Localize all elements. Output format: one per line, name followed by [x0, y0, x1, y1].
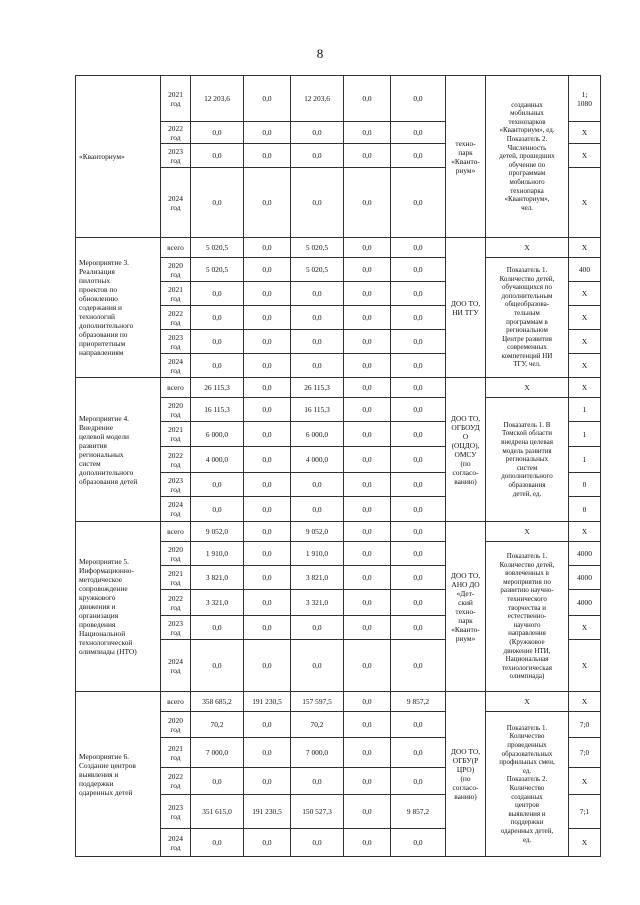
- amount-regional: 6 000,0: [291, 422, 344, 447]
- amount-local: 0,0: [344, 768, 391, 795]
- indicator-value: Х: [569, 692, 601, 712]
- amount-federal: 0,0: [244, 144, 291, 168]
- amount-local: 0,0: [344, 144, 391, 168]
- indicator-value: 1: [569, 447, 601, 473]
- amount-local: 0,0: [344, 168, 391, 238]
- indicator-value: Х: [569, 144, 601, 168]
- amount-total: 0,0: [191, 473, 244, 497]
- amount-federal: 0,0: [244, 398, 291, 422]
- amount-federal: 0,0: [244, 829, 291, 857]
- amount-local: 0,0: [344, 829, 391, 857]
- year-cell: 2023 год: [161, 330, 191, 354]
- amount-extra: 0,0: [391, 829, 446, 857]
- amount-local: 0,0: [344, 473, 391, 497]
- amount-extra: 0,0: [391, 422, 446, 447]
- amount-total: 0,0: [191, 330, 244, 354]
- indicator-cell: созданных мобильных технопарков «Кванториум», ед. Показатель 2. Численность детей, прошедших обучение по программам мобильного технопарка «Кванториум», чел.: [486, 76, 569, 238]
- indicator-value: 1: [569, 398, 601, 422]
- amount-federal: 0,0: [244, 354, 291, 378]
- indicator-cell: Показатель 1. Количество детей, обучающихся по дополнительным общеобразова- тельным программам в региональном Центре развития современных компетенций НИ ТГУ, чел.: [486, 258, 569, 378]
- amount-regional: 5 020,5: [291, 258, 344, 282]
- amount-total: 4 000,0: [191, 447, 244, 473]
- amount-extra: 0,0: [391, 447, 446, 473]
- executor-cell: ДОО ТО, ОГБУ(Р ЦРО) (по согласо- ванию): [446, 692, 486, 857]
- amount-total: 0,0: [191, 306, 244, 330]
- amount-federal: 0,0: [244, 738, 291, 768]
- year-cell: 2023 год: [161, 473, 191, 497]
- indicator-cell: Показатель 1. Количество проведенных образовательных профильных смен, ед. Показатель 2. Количество созданных центров выявления и поддержки одаренных детей, ед.: [486, 712, 569, 857]
- amount-regional: 0,0: [291, 122, 344, 144]
- indicator-value: 4000: [569, 542, 601, 566]
- indicator-value: Х: [569, 354, 601, 378]
- indicator-value: Х: [569, 522, 601, 542]
- amount-extra: 0,0: [391, 306, 446, 330]
- indicator-value: Х: [569, 330, 601, 354]
- amount-regional: 157 597,5: [291, 692, 344, 712]
- amount-local: 0,0: [344, 238, 391, 258]
- amount-total: 16 115,3: [191, 398, 244, 422]
- amount-federal: 191 230,5: [244, 692, 291, 712]
- indicator-cell: Х: [486, 692, 569, 712]
- table-row: [76, 238, 601, 258]
- amount-regional: 3 821,0: [291, 566, 344, 590]
- amount-regional: 150 527,3: [291, 795, 344, 829]
- year-cell: 2022 год: [161, 306, 191, 330]
- amount-local: 0,0: [344, 497, 391, 522]
- year-cell: 2021 год: [161, 282, 191, 306]
- amount-total: 0,0: [191, 829, 244, 857]
- amount-local: 0,0: [344, 692, 391, 712]
- amount-local: 0,0: [344, 122, 391, 144]
- year-cell: 2024 год: [161, 497, 191, 522]
- amount-extra: 0,0: [391, 354, 446, 378]
- amount-total: 3 821,0: [191, 566, 244, 590]
- amount-total: 351 615,0: [191, 795, 244, 829]
- year-cell: 2020 год: [161, 712, 191, 738]
- amount-regional: 5 020,5: [291, 238, 344, 258]
- indicator-cell: Х: [486, 522, 569, 542]
- amount-extra: 0,0: [391, 398, 446, 422]
- year-cell: 2024 год: [161, 354, 191, 378]
- amount-extra: 0,0: [391, 122, 446, 144]
- measure-name: Мероприятие 6. Создание центров выявления и поддержки одаренных детей: [76, 692, 161, 857]
- year-cell: 2021 год: [161, 76, 191, 122]
- amount-extra: 0,0: [391, 378, 446, 398]
- amount-local: 0,0: [344, 76, 391, 122]
- indicator-cell: Х: [486, 238, 569, 258]
- indicator-cell: Показатель 1. Количество детей, вовлеченных в мероприятия по развитию научно- технического творчества и естественно- научного направления (Кружковое движение НТИ, Национальная технологическая олимпиада): [486, 542, 569, 692]
- amount-local: 0,0: [344, 522, 391, 542]
- amount-extra: 0,0: [391, 640, 446, 692]
- indicator-value: Х: [569, 122, 601, 144]
- year-cell: 2020 год: [161, 542, 191, 566]
- year-cell: 2021 год: [161, 566, 191, 590]
- amount-federal: 0,0: [244, 447, 291, 473]
- indicator-value: Х: [569, 306, 601, 330]
- year-cell: 2023 год: [161, 616, 191, 640]
- amount-federal: 0,0: [244, 522, 291, 542]
- amount-regional: 0,0: [291, 497, 344, 522]
- amount-regional: 1 910,0: [291, 542, 344, 566]
- amount-regional: 7 000,0: [291, 738, 344, 768]
- amount-regional: 0,0: [291, 768, 344, 795]
- executor-cell: техно- парк «Кванто- риум»: [446, 76, 486, 238]
- amount-total: 0,0: [191, 282, 244, 306]
- indicator-value: 4000: [569, 590, 601, 616]
- year-cell: 2020 год: [161, 258, 191, 282]
- amount-local: 0,0: [344, 738, 391, 768]
- amount-total: 0,0: [191, 768, 244, 795]
- amount-extra: 0,0: [391, 590, 446, 616]
- amount-local: 0,0: [344, 306, 391, 330]
- indicator-value: 7;0: [569, 712, 601, 738]
- indicator-cell: Х: [486, 378, 569, 398]
- amount-regional: 9 052,0: [291, 522, 344, 542]
- amount-extra: 0,0: [391, 566, 446, 590]
- amount-total: 0,0: [191, 168, 244, 238]
- amount-regional: 0,0: [291, 354, 344, 378]
- amount-federal: 0,0: [244, 282, 291, 306]
- amount-local: 0,0: [344, 712, 391, 738]
- indicator-value: 1; 1080: [569, 76, 601, 122]
- measure-name: «Кванториум»: [76, 76, 161, 238]
- amount-federal: 0,0: [244, 590, 291, 616]
- year-cell: 2022 год: [161, 122, 191, 144]
- indicator-value: 7;1: [569, 795, 601, 829]
- table-row: [76, 522, 601, 542]
- amount-regional: 0,0: [291, 616, 344, 640]
- amount-regional: 3 321,0: [291, 590, 344, 616]
- amount-federal: 0,0: [244, 712, 291, 738]
- amount-extra: 0,0: [391, 168, 446, 238]
- indicator-value: 4000: [569, 566, 601, 590]
- amount-federal: 0,0: [244, 497, 291, 522]
- amount-extra: 0,0: [391, 616, 446, 640]
- amount-regional: 0,0: [291, 306, 344, 330]
- measure-name: Мероприятие 3. Реализация пилотных проектов по обновлению содержания и технологий дополнительного образования по приоритетным направлениям: [76, 238, 161, 378]
- amount-total: 0,0: [191, 144, 244, 168]
- amount-federal: 0,0: [244, 616, 291, 640]
- amount-regional: 4 000,0: [291, 447, 344, 473]
- indicator-value: Х: [569, 238, 601, 258]
- amount-regional: 0,0: [291, 144, 344, 168]
- amount-extra: 0,0: [391, 542, 446, 566]
- amount-regional: 26 115,3: [291, 378, 344, 398]
- amount-local: 0,0: [344, 282, 391, 306]
- year-cell: всего: [161, 692, 191, 712]
- amount-total: 9 052,0: [191, 522, 244, 542]
- indicator-value: Х: [569, 168, 601, 238]
- table-row: [76, 692, 601, 712]
- year-cell: 2024 год: [161, 168, 191, 238]
- measure-name: Мероприятие 4. Внедрение целевой модели развития региональных систем дополнительного образования детей: [76, 378, 161, 522]
- year-cell: 2022 год: [161, 768, 191, 795]
- amount-federal: 0,0: [244, 566, 291, 590]
- amount-federal: 0,0: [244, 768, 291, 795]
- amount-total: 6 000,0: [191, 422, 244, 447]
- indicator-value: Х: [569, 768, 601, 795]
- indicator-value: 0: [569, 497, 601, 522]
- amount-local: 0,0: [344, 398, 391, 422]
- amount-federal: 0,0: [244, 258, 291, 282]
- amount-local: 0,0: [344, 258, 391, 282]
- indicator-value: Х: [569, 378, 601, 398]
- year-cell: 2022 год: [161, 590, 191, 616]
- indicator-value: 400: [569, 258, 601, 282]
- amount-federal: 0,0: [244, 640, 291, 692]
- amount-local: 0,0: [344, 447, 391, 473]
- year-cell: 2021 год: [161, 738, 191, 768]
- indicator-value: Х: [569, 282, 601, 306]
- table-row: [76, 76, 601, 122]
- amount-regional: 0,0: [291, 640, 344, 692]
- amount-federal: 0,0: [244, 473, 291, 497]
- amount-local: 0,0: [344, 795, 391, 829]
- amount-federal: 0,0: [244, 330, 291, 354]
- amount-extra: 0,0: [391, 522, 446, 542]
- amount-regional: 12 203,6: [291, 76, 344, 122]
- year-cell: 2024 год: [161, 829, 191, 857]
- amount-federal: 0,0: [244, 378, 291, 398]
- executor-cell: ДОО ТО, АНО ДО «Дет- ский техно- парк «Кванто- риум»: [446, 522, 486, 692]
- amount-extra: 0,0: [391, 238, 446, 258]
- amount-regional: 0,0: [291, 168, 344, 238]
- amount-local: 0,0: [344, 330, 391, 354]
- amount-total: 7 000,0: [191, 738, 244, 768]
- amount-total: 26 115,3: [191, 378, 244, 398]
- page-number: 8: [316, 46, 324, 61]
- executor-cell: ДОО ТО, ОГБОУД О (ОЦДО), ОМСУ (по согласо- ванию): [446, 378, 486, 522]
- amount-extra: 0,0: [391, 144, 446, 168]
- program-table: [75, 75, 601, 857]
- year-cell: 2023 год: [161, 144, 191, 168]
- year-cell: 2021 год: [161, 422, 191, 447]
- amount-federal: 0,0: [244, 306, 291, 330]
- amount-extra: 0,0: [391, 497, 446, 522]
- amount-regional: 0,0: [291, 829, 344, 857]
- amount-regional: 70,2: [291, 712, 344, 738]
- amount-federal: 0,0: [244, 168, 291, 238]
- amount-total: 3 321,0: [191, 590, 244, 616]
- amount-local: 0,0: [344, 616, 391, 640]
- indicator-cell: Показатель 1. В Томской области внедрена целевая модель развития региональных систем дополнительного образования детей, ед.: [486, 398, 569, 522]
- year-cell: 2023 год: [161, 795, 191, 829]
- year-cell: всего: [161, 378, 191, 398]
- amount-extra: 9 857,2: [391, 795, 446, 829]
- indicator-value: 0: [569, 473, 601, 497]
- year-cell: всего: [161, 522, 191, 542]
- amount-regional: 0,0: [291, 282, 344, 306]
- amount-total: 358 685,2: [191, 692, 244, 712]
- indicator-value: Х: [569, 640, 601, 692]
- amount-federal: 191 230,5: [244, 795, 291, 829]
- amount-local: 0,0: [344, 354, 391, 378]
- year-cell: 2020 год: [161, 398, 191, 422]
- amount-regional: 0,0: [291, 330, 344, 354]
- amount-local: 0,0: [344, 378, 391, 398]
- amount-regional: 0,0: [291, 473, 344, 497]
- amount-total: 5 020,5: [191, 258, 244, 282]
- amount-total: 0,0: [191, 497, 244, 522]
- amount-extra: 0,0: [391, 473, 446, 497]
- amount-total: 12 203,6: [191, 76, 244, 122]
- amount-federal: 0,0: [244, 76, 291, 122]
- amount-federal: 0,0: [244, 422, 291, 447]
- amount-extra: 0,0: [391, 712, 446, 738]
- amount-extra: 0,0: [391, 258, 446, 282]
- amount-extra: 0,0: [391, 330, 446, 354]
- amount-total: 5 020,5: [191, 238, 244, 258]
- amount-extra: 0,0: [391, 768, 446, 795]
- amount-local: 0,0: [344, 542, 391, 566]
- year-cell: 2024 год: [161, 640, 191, 692]
- indicator-value: 7;0: [569, 738, 601, 768]
- amount-federal: 0,0: [244, 122, 291, 144]
- amount-total: 70,2: [191, 712, 244, 738]
- amount-federal: 0,0: [244, 238, 291, 258]
- amount-local: 0,0: [344, 422, 391, 447]
- amount-extra: 0,0: [391, 738, 446, 768]
- amount-extra: 0,0: [391, 282, 446, 306]
- year-cell: всего: [161, 238, 191, 258]
- measure-name: Мероприятие 5. Информационно- методическое сопровождение кружкового движения и организация проведения Национальной технологической олимпиады (НТО): [76, 522, 161, 692]
- amount-total: 0,0: [191, 640, 244, 692]
- indicator-value: Х: [569, 616, 601, 640]
- amount-extra: 9 857,2: [391, 692, 446, 712]
- amount-total: 0,0: [191, 616, 244, 640]
- amount-total: 0,0: [191, 122, 244, 144]
- indicator-value: 1: [569, 422, 601, 447]
- amount-regional: 16 115,3: [291, 398, 344, 422]
- amount-local: 0,0: [344, 640, 391, 692]
- executor-cell: ДОО ТО, НИ ТГУ: [446, 238, 486, 378]
- amount-federal: 0,0: [244, 542, 291, 566]
- indicator-value: Х: [569, 829, 601, 857]
- amount-total: 1 910,0: [191, 542, 244, 566]
- table-row: [76, 378, 601, 398]
- amount-total: 0,0: [191, 354, 244, 378]
- amount-local: 0,0: [344, 590, 391, 616]
- year-cell: 2022 год: [161, 447, 191, 473]
- amount-local: 0,0: [344, 566, 391, 590]
- amount-extra: 0,0: [391, 76, 446, 122]
